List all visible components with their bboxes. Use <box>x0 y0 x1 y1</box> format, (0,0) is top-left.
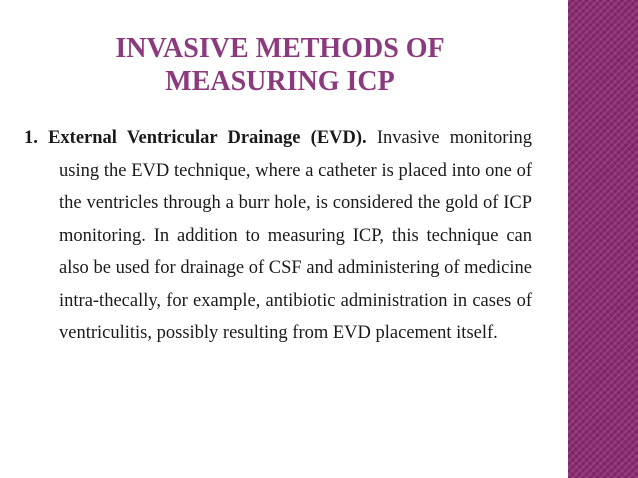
item-number: 1. <box>24 128 38 148</box>
title-line-1: INVASIVE METHODS OF <box>115 33 445 64</box>
list-item <box>24 122 532 350</box>
slide-title <box>70 32 490 98</box>
decorative-side-band <box>568 0 638 478</box>
item-heading: External Ventricular Drainage (EVD). <box>48 128 367 148</box>
title-line-2: MEASURING ICP <box>165 66 395 97</box>
slide-content <box>24 122 532 350</box>
item-body: Invasive monitoring using the EVD technique, where a catheter is placed into one of the ventricles through a burr hole, is considered the gold of ICP monitoring. In addition to measuring ICP, this technique can also be used for drainage of CSF and administering of medicine intra-thecally, for example, antibiotic administration in cases of ventriculitis, possibly resulting from EVD placement itself. <box>59 128 532 343</box>
